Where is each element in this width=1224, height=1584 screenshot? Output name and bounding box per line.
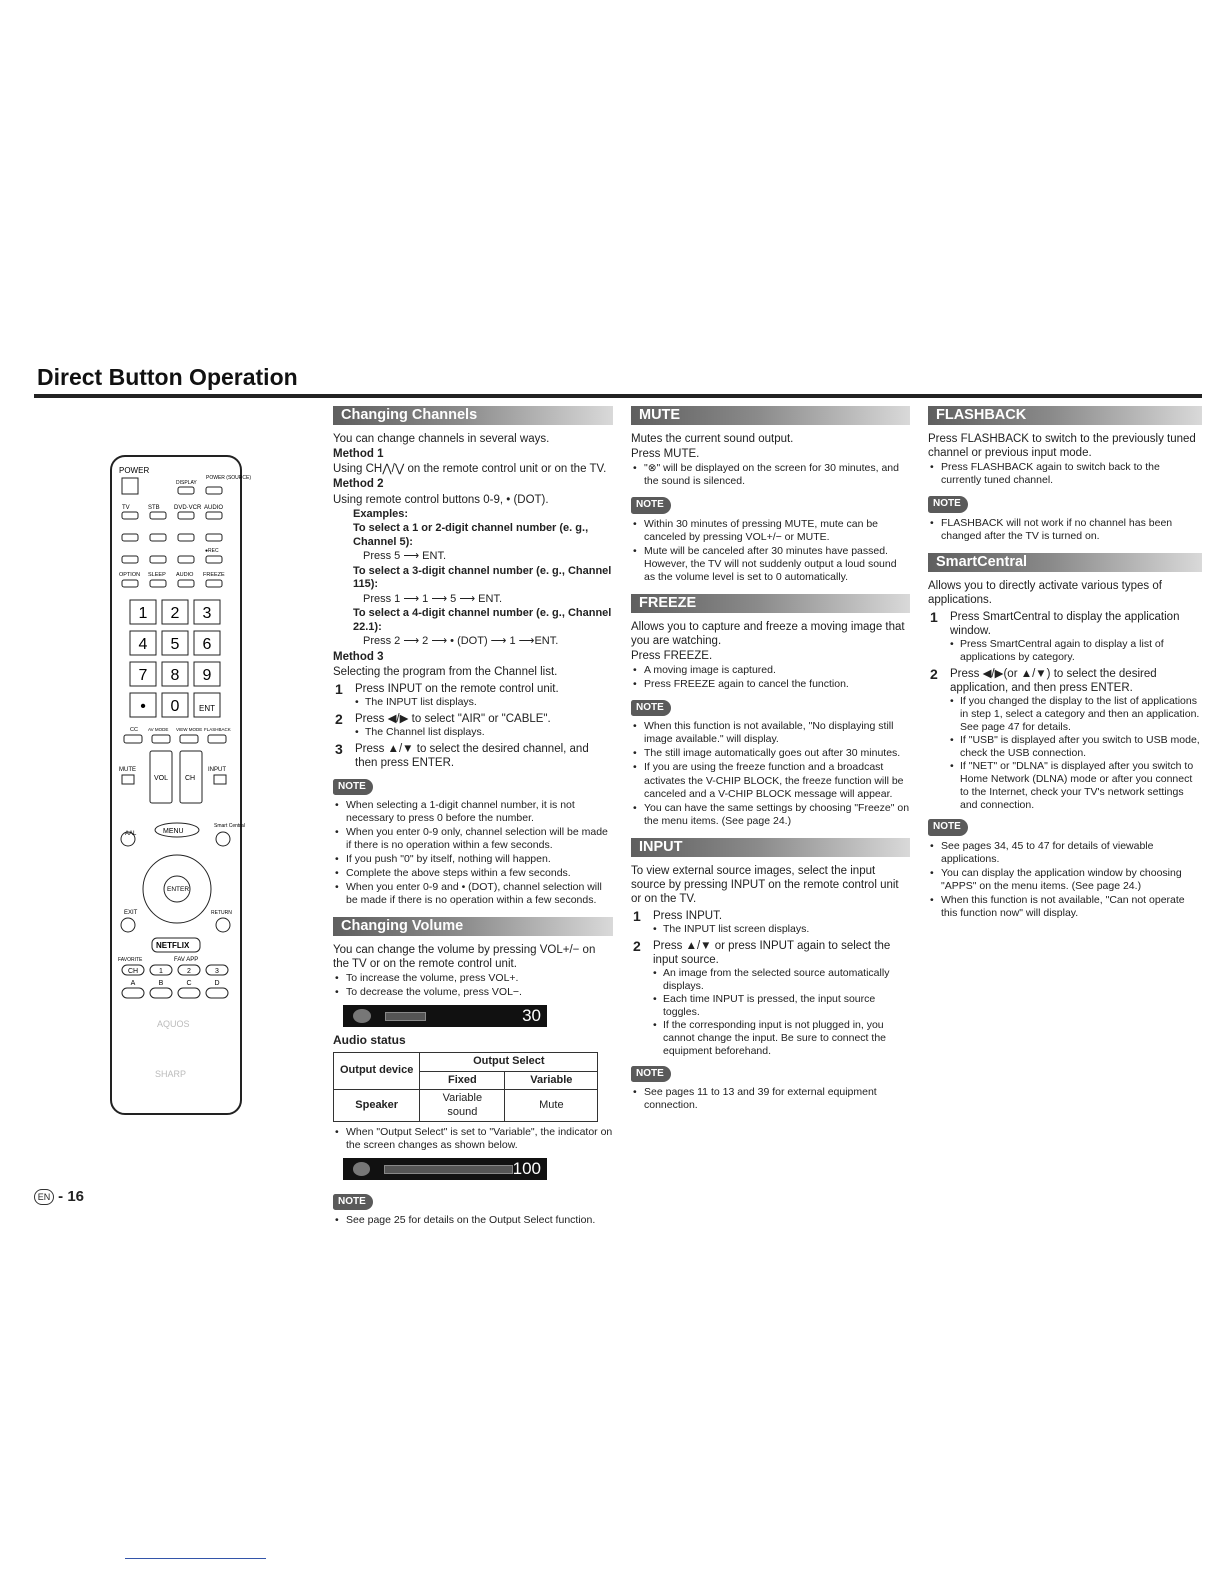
- list-item: • When selecting a 1-digit channel number, it is not necessary to press 0 before the number.: [333, 799, 613, 825]
- list-item: • See pages 11 to 13 and 39 for external equipment connection.: [631, 1086, 910, 1112]
- note-badge: NOTE: [631, 1066, 671, 1082]
- svg-text:FREEZE: FREEZE: [203, 572, 225, 578]
- remote-key-label: 1: [138, 605, 148, 622]
- svg-text:AV MODE: AV MODE: [148, 727, 169, 732]
- list-item: • "⊗" will be displayed on the screen for 30 minutes, and the sound is silenced.: [631, 462, 910, 488]
- svg-text:POWER (SOURCE): POWER (SOURCE): [206, 475, 251, 481]
- freeze-header: FREEZE: [631, 594, 910, 613]
- svg-text:VIEW MODE: VIEW MODE: [176, 727, 203, 732]
- list-item: • When this function is not available, "No displaying still image available." will display.: [631, 720, 910, 746]
- input-step-1: 1 Press INPUT.: [633, 907, 723, 924]
- remote-key-label: 0: [170, 698, 180, 715]
- title-rule: [34, 394, 1202, 398]
- svg-text:AUDIO: AUDIO: [176, 572, 194, 578]
- list-item: • You can have the same settings by choosing "Freeze" on the menu items. (See page 24.): [631, 802, 910, 828]
- freeze-notes: [631, 720, 910, 827]
- svg-text:●REC: ●REC: [205, 548, 219, 554]
- remote-color-key-label: B: [158, 980, 164, 987]
- remote-key-label: 5: [170, 636, 180, 653]
- svg-text:SHARP: SHARP: [155, 1069, 187, 1079]
- volume-level-fill: [384, 1165, 512, 1174]
- note-badge: NOTE: [631, 497, 671, 513]
- remote-key-label: 2: [170, 605, 180, 622]
- page-number: EN - 16: [34, 1188, 84, 1205]
- svg-text:EXIT: EXIT: [124, 910, 138, 916]
- sub-item: • If "USB" is displayed after you switch to USB mode, check the USB connection.: [928, 734, 1202, 760]
- footer-line: [125, 1558, 266, 1559]
- volume-indicator-100: 100: [343, 1158, 547, 1180]
- sc-step2-subs: [928, 695, 1202, 811]
- svg-text:FAVORITE: FAVORITE: [118, 957, 143, 963]
- flashback-notes: [928, 517, 1202, 543]
- column-1: Changing Channels You can change channels in several ways. Method 1 Using CH⋀/⋁ on the remote control unit or on the TV. Method 2 Using remote control buttons 0-9, • (DOT). Examples: To select a 1 or 2-digit channel number (e. g., Channel 5): Press 5 ⟶ ENT. To select a 3-digit channel number (e. g., Channel 115): Press 1 ⟶ 1 ⟶ 5 ⟶ ENT. To select a 4-digit channel number (e. g., Channel 22.1): Press 2 ⟶ 2 ⟶ • (DOT) ⟶ 1 ⟶ENT. Method 3 Selecting the program from the Channel list. 1 Press INPUT on the remote control unit. • The INPUT list displays. 2 Press ◀/▶ to select "AIR" or "CABLE". • The Channel list displays. 3 Press ▲/▼ to select the desired channel, and then press ENTER. NOTE • When selecting a 1-digit channel number, it is not necessary to press 0 before the number. • When you enter 0-9 only, channel selection will be made if there is no operation within a few seconds. • If you push "0" by itself, nothing will happen. • Complete the above steps within a few seconds. • When you enter 0-9 and • (DOT), channel selection will be made if there is no operation within a few seconds. Changing Volume You can change the volume by pressing VOL+/− on the TV or on the remote control unit. • To increase the volume, press VOL+. • To decrease the volume, press VOL−. 30 Audio status Output device Output Select Fixed Variable Speaker Variable sound Mute • When "Output Select" is set to "Variable", the indicator on the screen changes as shown below. 100 NOTE • See page 25 for details on the Output Select function.: [333, 406, 613, 1228]
- svg-text:FLASHBACK: FLASHBACK: [204, 727, 231, 732]
- remote-key-label: 8: [170, 667, 180, 684]
- svg-text:AQUOS: AQUOS: [157, 1019, 190, 1029]
- volume-level-fill: [385, 1012, 426, 1021]
- sub-item: • If you changed the display to the list of applications in step 1, select a category and then an application. See page 47 for details.: [928, 695, 1202, 734]
- sub-item: • If "NET" or "DLNA" is displayed after you switch to Home Network (DLNA) mode or after you connect to the Internet, check your TV's network settings and connection.: [928, 760, 1202, 812]
- sc-step-1: 1 Press SmartCentral to display the application window.: [930, 608, 1180, 638]
- speaker-icon: [353, 1162, 370, 1176]
- list-item: • When this function is not available, "Can not operate this function now" will display.: [928, 894, 1202, 920]
- svg-text:SLEEP: SLEEP: [148, 572, 166, 578]
- sub-item: • Each time INPUT is pressed, the input source toggles.: [631, 993, 910, 1019]
- svg-text:MENU: MENU: [163, 828, 184, 835]
- smartcentral-header: SmartCentral: [928, 553, 1202, 572]
- flashback-items: [928, 461, 1202, 487]
- svg-text:AAL: AAL: [125, 831, 137, 837]
- remote-power-label: POWER: [119, 466, 150, 475]
- list-item: • To decrease the volume, press VOL−.: [333, 986, 613, 999]
- note-badge: NOTE: [928, 496, 968, 512]
- remote-color-key-label: C: [186, 980, 192, 987]
- remote-key-label: 3: [202, 605, 212, 622]
- list-item: • To increase the volume, press VOL+.: [333, 972, 613, 985]
- list-item: • When you enter 0-9 and • (DOT), channel selection will be made if there is no operation within a few seconds.: [333, 881, 613, 907]
- list-item: • Press FLASHBACK again to switch back to the currently tuned channel.: [928, 461, 1202, 487]
- list-item: • Complete the above steps within a few seconds.: [333, 867, 613, 880]
- sub-item: • If the corresponding input is not plugged in, you cannot change the input. Be sure to connect the equipment beforehand.: [631, 1019, 910, 1058]
- sc-step-2: 2 Press ◀/▶(or ▲/▼) to select the desired application, and then press ENTER.: [930, 666, 1157, 695]
- sub-item: • An image from the selected source automatically displays.: [631, 967, 910, 993]
- remote-key-label: •: [140, 698, 146, 715]
- svg-text:DVD·VCR: DVD·VCR: [174, 505, 202, 511]
- remote-color-key-label: A: [130, 980, 136, 987]
- speaker-icon: [353, 1009, 371, 1023]
- svg-text:Smart Central: Smart Central: [214, 823, 245, 829]
- svg-text:OPTION: OPTION: [119, 572, 141, 578]
- remote-key-label: 6: [202, 636, 212, 653]
- remote-key-label: 9: [202, 667, 212, 684]
- svg-text:RETURN: RETURN: [211, 910, 232, 916]
- remote-fav-key-label: 3: [215, 968, 219, 975]
- page-title: Direct Button Operation: [37, 364, 298, 390]
- mute-items: [631, 462, 910, 488]
- input-notes: [631, 1086, 910, 1112]
- remote-key-label: 7: [138, 667, 148, 684]
- changing-volume-header: Changing Volume: [333, 917, 613, 936]
- svg-text:NETFLIX: NETFLIX: [156, 941, 190, 950]
- input-header: INPUT: [631, 838, 910, 857]
- list-item: • You can display the application window by choosing "APPS" on the menu items. (See page 24.): [928, 867, 1202, 893]
- note-badge: NOTE: [333, 779, 373, 795]
- freeze-items: [631, 664, 910, 691]
- list-item: • See pages 34, 45 to 47 for details of viewable applications.: [928, 840, 1202, 866]
- list-item: • Within 30 minutes of pressing MUTE, mute can be canceled by pressing VOL+/− or MUTE.: [631, 518, 910, 544]
- note-badge: NOTE: [928, 819, 968, 835]
- column-2: MUTE Mutes the current sound output. Press MUTE. • "⊗" will be displayed on the screen for 30 minutes, and the sound is silenced. NOTE • Within 30 minutes of pressing MUTE, mute can be canceled by pressing VOL+/− or MUTE. • Mute will be canceled after 30 minutes have passed. However, the TV will not suddenly output a loud sound as the volume level is set to 0 automatically. FREEZE Allows you to capture and freeze a moving image that you are watching. Press FREEZE. • A moving image is captured. • Press FREEZE again to cancel the function. NOTE • When this function is not available, "No displaying still image available." will display. • The still image automatically goes out after 30 minutes. • If you are using the freeze function and a broadcast activates the V-CHIP BLOCK, the freeze function will be canceled and a V-CHIP BLOCK message will appear. • You can have the same settings by choosing "Freeze" on the menu items. (See page 24.) INPUT To view external source images, select the input source by pressing INPUT on the remote control unit or on the TV. 1 Press INPUT. • The INPUT list screen displays. 2 Press ▲/▼ or press INPUT again to select the input source. • An image from the selected source automatically displays. • Each time INPUT is pressed, the input source toggles. • If the corresponding input is not plugged in, you cannot change the input. Be sure to connect the equipment beforehand. NOTE • See pages 11 to 13 and 39 for external equipment connection.: [631, 406, 910, 1113]
- list-item: • A moving image is captured.: [631, 664, 910, 677]
- remote-fav-key-label: 2: [187, 968, 191, 975]
- audio-status-table: Output device Output Select Fixed Variable Speaker Variable sound Mute: [333, 1052, 598, 1122]
- input-step-2: 2 Press ▲/▼ or press INPUT again to select the input source.: [633, 938, 891, 967]
- svg-text:ENTER: ENTER: [167, 886, 190, 893]
- list-item: • When you enter 0-9 only, channel selection will be made if there is no operation within a few seconds.: [333, 826, 613, 852]
- list-item: • Press FREEZE again to cancel the function.: [631, 678, 910, 691]
- svg-text:TV: TV: [122, 505, 130, 511]
- input-step2-subs: [631, 967, 910, 1057]
- list-item: • FLASHBACK will not work if no channel has been changed after the TV is turned on.: [928, 517, 1202, 543]
- svg-text:STB: STB: [148, 505, 160, 511]
- volume-indicator-30: 30: [343, 1005, 547, 1027]
- svg-text:INPUT: INPUT: [208, 767, 226, 773]
- cc-notes: [333, 799, 613, 907]
- column-3: FLASHBACK Press FLASHBACK to switch to the previously tuned channel or previous input mode. • Press FLASHBACK again to switch back to the currently tuned channel. NOTE • FLASHBACK will not work if no channel has been changed after the TV is turned on. SmartCentral Allows you to directly activate various types of applications. 1 Press SmartCentral to display the application window. • Press SmartCentral again to display a list of applications by category. 2 Press ◀/▶(or ▲/▼) to select the desired application, and then press ENTER. • If you changed the display to the list of applications in step 1, select a category and then an application. See page 47 for details. • If "USB" is displayed after you switch to USB mode, check the USB connection. • If "NET" or "DLNA" is displayed after you switch to Home Network (DLNA) mode or after you connect to the Internet, check your TV's network settings and connection. NOTE • See pages 34, 45 to 47 for details of viewable applications. • You can display the application window by choosing "APPS" on the menu items. (See page 24.) • When this function is not available, "Can not operate this function now" will display.: [928, 406, 1202, 921]
- remote-fav-key-label: 1: [159, 968, 163, 975]
- svg-text:VOL: VOL: [154, 775, 169, 782]
- sc-notes: [928, 840, 1202, 920]
- note-badge: NOTE: [333, 1194, 373, 1210]
- list-item: • If you are using the freeze function and a broadcast activates the V-CHIP BLOCK, the freeze function will be canceled and a V-CHIP BLOCK message will appear.: [631, 761, 910, 800]
- cc-step-2: 2 Press ◀/▶ to select "AIR" or "CABLE".: [335, 711, 551, 728]
- svg-text:MUTE: MUTE: [119, 767, 136, 773]
- cv-notes: [333, 1214, 613, 1227]
- remote-fav-key-label: CH: [127, 968, 139, 975]
- list-item: • The still image automatically goes out after 30 minutes.: [631, 747, 910, 760]
- list-item: • If you push "0" by itself, nothing will happen.: [333, 853, 613, 866]
- list-item: • See page 25 for details on the Output Select function.: [333, 1214, 613, 1227]
- cv-after-table: • When "Output Select" is set to "Variable", the indicator on the screen changes as shown below.: [333, 1126, 613, 1152]
- svg-text:AUDIO: AUDIO: [204, 505, 224, 511]
- mute-header: MUTE: [631, 406, 910, 425]
- note-badge: NOTE: [631, 700, 671, 716]
- cc-step-1: 1 Press INPUT on the remote control unit.: [335, 681, 559, 698]
- svg-text:FAV APP: FAV APP: [174, 957, 199, 963]
- changing-channels-header: Changing Channels: [333, 406, 613, 425]
- svg-text:CH: CH: [185, 775, 196, 782]
- svg-text:CC: CC: [130, 727, 138, 733]
- cc-step-3: 3 Press ▲/▼ to select the desired channel, and then press ENTER.: [335, 741, 589, 770]
- svg-text:DISPLAY: DISPLAY: [176, 480, 197, 486]
- flashback-header: FLASHBACK: [928, 406, 1202, 425]
- remote-color-key-label: D: [214, 980, 220, 987]
- mute-notes: [631, 518, 910, 584]
- language-badge: EN: [34, 1189, 54, 1205]
- list-item: • Mute will be canceled after 30 minutes have passed. However, the TV will not suddenly output a loud sound as the volume level is set to 0 automatically.: [631, 545, 910, 584]
- remote-control-illustration: [110, 455, 251, 1115]
- cv-items: [333, 972, 613, 999]
- remote-key-label: ENT: [199, 704, 215, 713]
- remote-key-label: 4: [138, 636, 148, 653]
